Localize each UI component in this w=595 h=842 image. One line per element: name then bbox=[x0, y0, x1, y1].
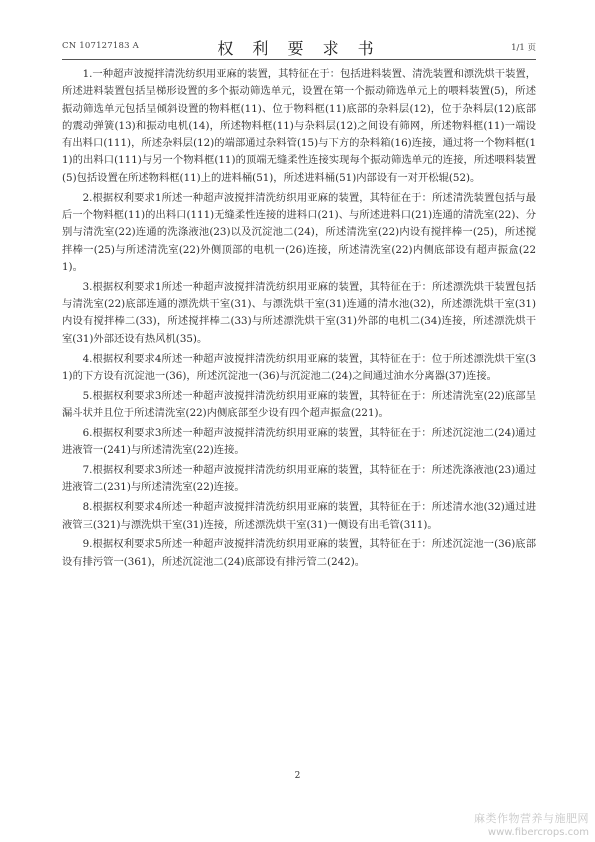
page-number: 2 bbox=[294, 771, 301, 781]
watermark-url: www.fibercrops.com bbox=[487, 827, 589, 838]
watermark-site-name: 麻类作物营养与施肥网 bbox=[474, 812, 589, 825]
patent-number: CN 107127183 A bbox=[62, 41, 139, 51]
claim-5: 5.根据权利要求3所述一种超声波搅拌清洗纺织用亚麻的装置，其特征在于：所述清洗室(22)底部呈漏斗状并且位于所述清洗室(22)内侧底部至少设有四个超声振盒(221)。 bbox=[62, 389, 536, 420]
claim-1: 1.一种超声波搅拌清洗纺织用亚麻的装置，其特征在于：包括进料装置、清洗装置和漂洗烘干装置，所述进料装置包括呈梯形设置的多个振动筛选单元，设置在第一个振动筛选单元上的喂料装置(5)，所述振动筛选单元包括呈倾斜设置的物料框(11)、位于物料框(11)底部的杂料层(12)，位于杂料层(12)底部的震动弹簧(13)和振动电机(14)，所述物料框(11)与杂料层(12)之间设有筛网，所述物料框(11)一端设有出料口(111)，所述杂料层(12)的端部通过杂料管(15)与下方的杂料箱(16)连接，通过将一个物料框(11)的出料口(111)与另一个物料框(11)的顶端无缝柔性连接实现每个振动筛选单元的连接，所述喂料装置(5)包括设置在所述物料框(11)上的进料桶(51)，所述进料桶(51)内部设有一对开松辊(52)。 bbox=[62, 68, 536, 184]
claim-7: 7.根据权利要求3所述一种超声波搅拌清洗纺织用亚麻的装置，其特征在于：所述洗涤液池(23)通过进液管二(231)与所述清洗室(22)连接。 bbox=[62, 464, 536, 494]
claim-3: 3.根据权利要求1所述一种超声波搅拌清洗纺织用亚麻的装置，其特征在于：所述漂洗烘干装置包括与清洗室(22)底部连通的漂洗烘干室(31)、与漂洗烘干室(31)连通的清水池(32)，所述漂洗烘干室(31)内设有搅拌棒二(33)，所述搅拌棒二(33)与所述漂洗烘干室(31)外部的电机二(34)连接，所述漂洗烘干室(31)外部还设有热风机(35)。 bbox=[62, 280, 536, 345]
claim-8: 8.根据权利要求4所述一种超声波搅拌清洗纺织用亚麻的装置，其特征在于：所述清水池(32)通过进液管三(321)与漂洗烘干室(31)连接，所述漂洗烘干室(31)一侧设有出毛管(311)。 bbox=[62, 501, 536, 531]
claim-9: 9.根据权利要求5所述一种超声波搅拌清洗纺织用亚麻的装置，其特征在于：所述沉淀池一(36)底部设有排污管一(361)，所述沉淀池二(24)底部设有排污管二(242)。 bbox=[62, 538, 536, 568]
header-divider bbox=[62, 59, 536, 60]
page-count: 1/1 页 bbox=[511, 43, 536, 53]
document-title: 权 利 要 求 书 bbox=[217, 39, 381, 58]
claims-body bbox=[62, 66, 536, 574]
page-header bbox=[62, 38, 536, 56]
claim-2: 2.根据权利要求1所述一种超声波搅拌清洗纺织用亚麻的装置，其特征在于：所述清洗装置包括与最后一个物料框(11)的出料口(111)无缝柔性连接的进料口(21)、与所述进料口(21)连通的清洗室(22)、分别与清洗室(22)连通的洗涤液池(23)以及沉淀池二(24)，所述清洗室(22)内设有搅拌棒一(25)，所述搅拌棒一(25)与所述清洗室(22)外侧顶部的电机一(26)连接，所述清洗室(22)内侧底部设有超声振盒(221)。 bbox=[62, 191, 536, 273]
claim-6: 6.根据权利要求3所述一种超声波搅拌清洗纺织用亚麻的装置，其特征在于：所述沉淀池二(24)通过进液管一(241)与所述清洗室(22)连接。 bbox=[62, 426, 536, 457]
claim-4: 4.根据权利要求4所述一种超声波搅拌清洗纺织用亚麻的装置，其特征在于：位于所述漂洗烘干室(31)的下方设有沉淀池一(36)，所述沉淀池一(36)与沉淀池二(24)之间通过油水分离器(37)连接。 bbox=[62, 352, 536, 382]
site-watermark bbox=[474, 810, 589, 838]
